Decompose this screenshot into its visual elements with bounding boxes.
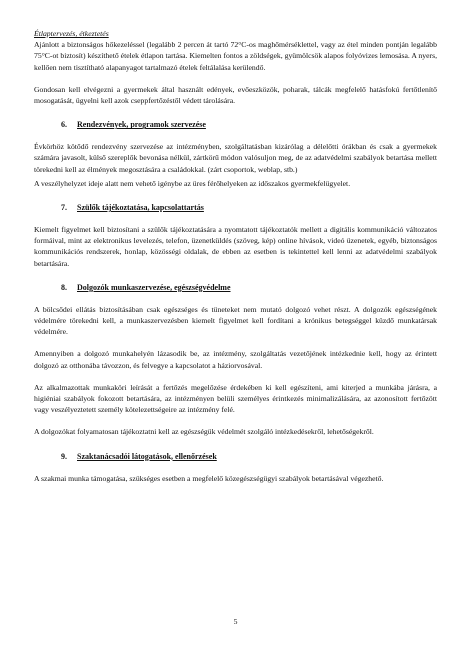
page-number: 5	[233, 617, 238, 626]
section-heading-9	[34, 451, 437, 462]
paragraph-dish-washing: Gondosan kell elvégezni a gyermekek által használt edények, evőeszközök, poharak, tálcák megfelelő hatásfokú fertőtlenítő mosogatását, ügyelni kell azok cseppfertőzéstől védett tárolására.	[34, 84, 437, 106]
section-heading-7	[34, 202, 437, 213]
paragraph-staff-info: A dolgozókat folyamatosan tájékoztatni kell az egészségük védelmét szolgáló intézkedésekről, lehetőségekről.	[34, 427, 374, 437]
paragraph-parent-info: Kiemelt figyelmet kell biztosítani a szülők tájékoztatására a nyomtatott tájékoztatók mellett a digitális kommunikáció változatos formáival, mint az elektronikus levelezés, telefon, üzenetküldés (szöveg, kép) online hívások, videó üzenetek, egyéb, biztonságos kommunikációs rendszerek, honlap, közösségi oldalak, de ebben az esetben is tekintettel kell lenni az adatvédelmi szabályok betartására.	[34, 225, 437, 268]
paragraph-job-description: Az alkalmazottak munkaköri leírását a fertőzés megelőzése érdekében ki kell egészíteni, ami kiterjed a munkába járásra, a higiéniai szabályok fokozott betartására, az intézményen belüli személyes érintkezés minimalizálására, az azonosított fertőzött vagy veszélyeztetett személy kötelezettségeire az intézmény felé.	[34, 382, 437, 415]
paragraph-events: Évkörhöz kötődő rendezvény szervezése az intézményben, szolgáltatásban kizárólag a délelőtti órákban és csak a gyermekek számára javasolt, külső szereplők bevonása nélkül, zártkörű módon valósuljon meg, de az adatvédelmi szabályok betartása mellett törekedni kell az élmények megosztására a családokkal. (zárt csoportok, weblap, stb.)	[34, 142, 437, 174]
section-heading-8	[34, 282, 437, 293]
section-title-6: Rendezvények, programok szervezése	[77, 120, 206, 130]
subheading-meal-planning: Étlaptervezés, étkeztetés	[34, 29, 109, 38]
section-number-8: 8.	[61, 282, 67, 292]
section-number-6: 6.	[61, 120, 67, 130]
section-title-8: Dolgozók munkaszervezése, egészségvédelme	[77, 282, 231, 292]
section-title-7: Szülők tájékoztatása, kapcsolattartás	[77, 203, 204, 213]
section-number-9: 9.	[61, 451, 67, 461]
paragraph-advisory-visits: A szakmai munka támogatása, szükséges esetben a megfelelő közegészségügyi szabályok betartásával végezhető.	[34, 473, 384, 483]
paragraph-fever: Amennyiben a dolgozó munkahelyén lázasodik be, az intézmény, szolgáltatás vezetőjének intézkednie kell, hogy az érintett dolgozó az otthonába távozzon, és felvegye a kapcsolatot a háziorvosával.	[34, 349, 437, 370]
section-title-9: Szaktanácsadói látogatások, ellenőrzések	[77, 451, 217, 461]
paragraph-emergency: A veszélyhelyzet ideje alatt nem vehető igénybe az üres férőhelyeken az időszakos gyermekfelügyelet.	[34, 178, 351, 188]
section-number-7: 7.	[61, 203, 67, 213]
section-heading-6	[34, 119, 437, 130]
paragraph-meal-planning: Ajánlott a biztonságos hőkezeléssel (legalább 2 percen át tartó 72°C-os maghőmérséklettel, vagy az étel minden pontján legalább 75°C-ot biztosít) készíthető ételek étlapon tartása. Kiemelten fontos a zöldségek, gyümölcsök alapos folyóvizes lemosása. A nyers, kellően nem tisztítható alapanyagot tartalmazó ételek feltálalása kerülendő.	[34, 40, 437, 72]
paragraph-staff-health: A bölcsődei ellátás biztosításában csak egészséges és tüneteket nem mutató dolgozó vehet részt. A dolgozók egészségének védelmére törekedni kell, a munkaszervezésben kiemelt figyelmet kell fordítani a krónikus betegséggel küzdő munkatársak védelmére.	[34, 304, 437, 337]
